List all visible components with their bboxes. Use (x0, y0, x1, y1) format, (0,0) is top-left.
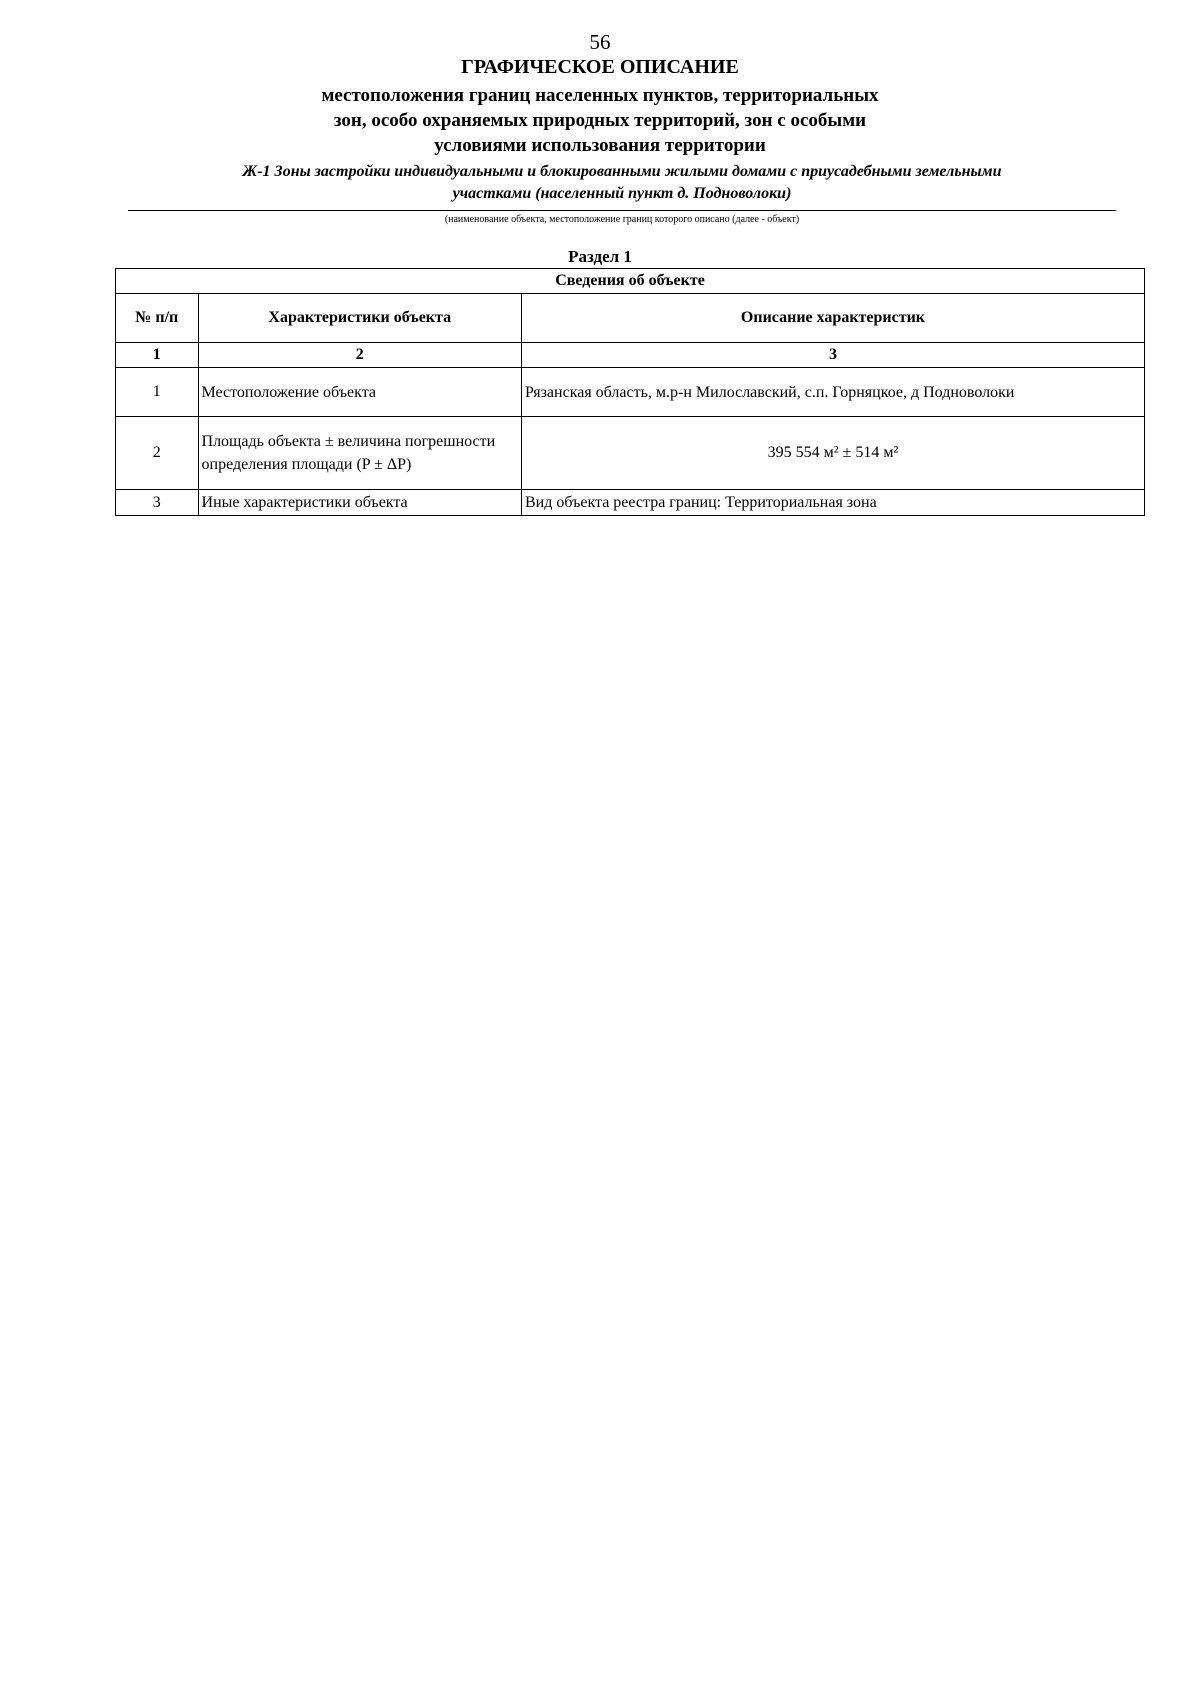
row-number: 2 (116, 417, 199, 490)
column-header-number: № п/п (116, 294, 199, 343)
subtitle-line: зон, особо охраняемых природных территорий, зон с особыми (333, 110, 867, 131)
row-description: Рязанская область, м.р-н Милославский, с.п. Горняцкое, д Подноволоки (521, 368, 1144, 417)
row-characteristic: Местоположение объекта (198, 368, 521, 417)
subtitle-line: местоположения границ населенных пунктов, территориальных (321, 85, 879, 106)
page-number: 56 (589, 30, 611, 54)
row-description: 395 554 м² ± 514 м² (521, 417, 1144, 490)
row-number: 3 (116, 490, 199, 516)
table-header-row (116, 294, 1145, 343)
object-caption: (наименование объекта, местоположение границ которого описано (далее - объект) (444, 214, 800, 225)
subtitle-line: условиями использования территории (434, 135, 766, 156)
object-name-line: Ж-1 Зоны застройки индивидуальными и блокированными жилыми домами с приусадебными земельными (242, 163, 1002, 180)
row-characteristic: Иные характеристики объекта (198, 490, 521, 516)
table-row (116, 490, 1145, 516)
document-title: ГРАФИЧЕСКОЕ ОПИСАНИЕ (461, 56, 739, 78)
column-header-description: Описание характеристик (521, 294, 1144, 343)
table-row (116, 417, 1145, 490)
row-characteristic: Площадь объекта ± величина погрешности определения площади (P ± ΔP) (198, 417, 521, 490)
document-subtitle (100, 83, 1100, 158)
object-name-line: участками (населенный пункт д. Подноволоки) (452, 185, 792, 202)
table-caption: Сведения об объекте (116, 269, 1145, 294)
object-name-underline (128, 210, 1116, 211)
row-description: Вид объекта реестра границ: Территориальная зона (521, 490, 1144, 516)
table-index-row (116, 343, 1145, 368)
row-number: 1 (116, 368, 199, 417)
table-caption-row (116, 269, 1145, 294)
section-title: Раздел 1 (568, 247, 632, 266)
object-name (128, 161, 1116, 205)
object-info-table (115, 268, 1145, 516)
column-index: 3 (521, 343, 1144, 368)
column-header-characteristic: Характеристики объекта (198, 294, 521, 343)
column-index: 1 (116, 343, 199, 368)
column-index: 2 (198, 343, 521, 368)
table-row (116, 368, 1145, 417)
